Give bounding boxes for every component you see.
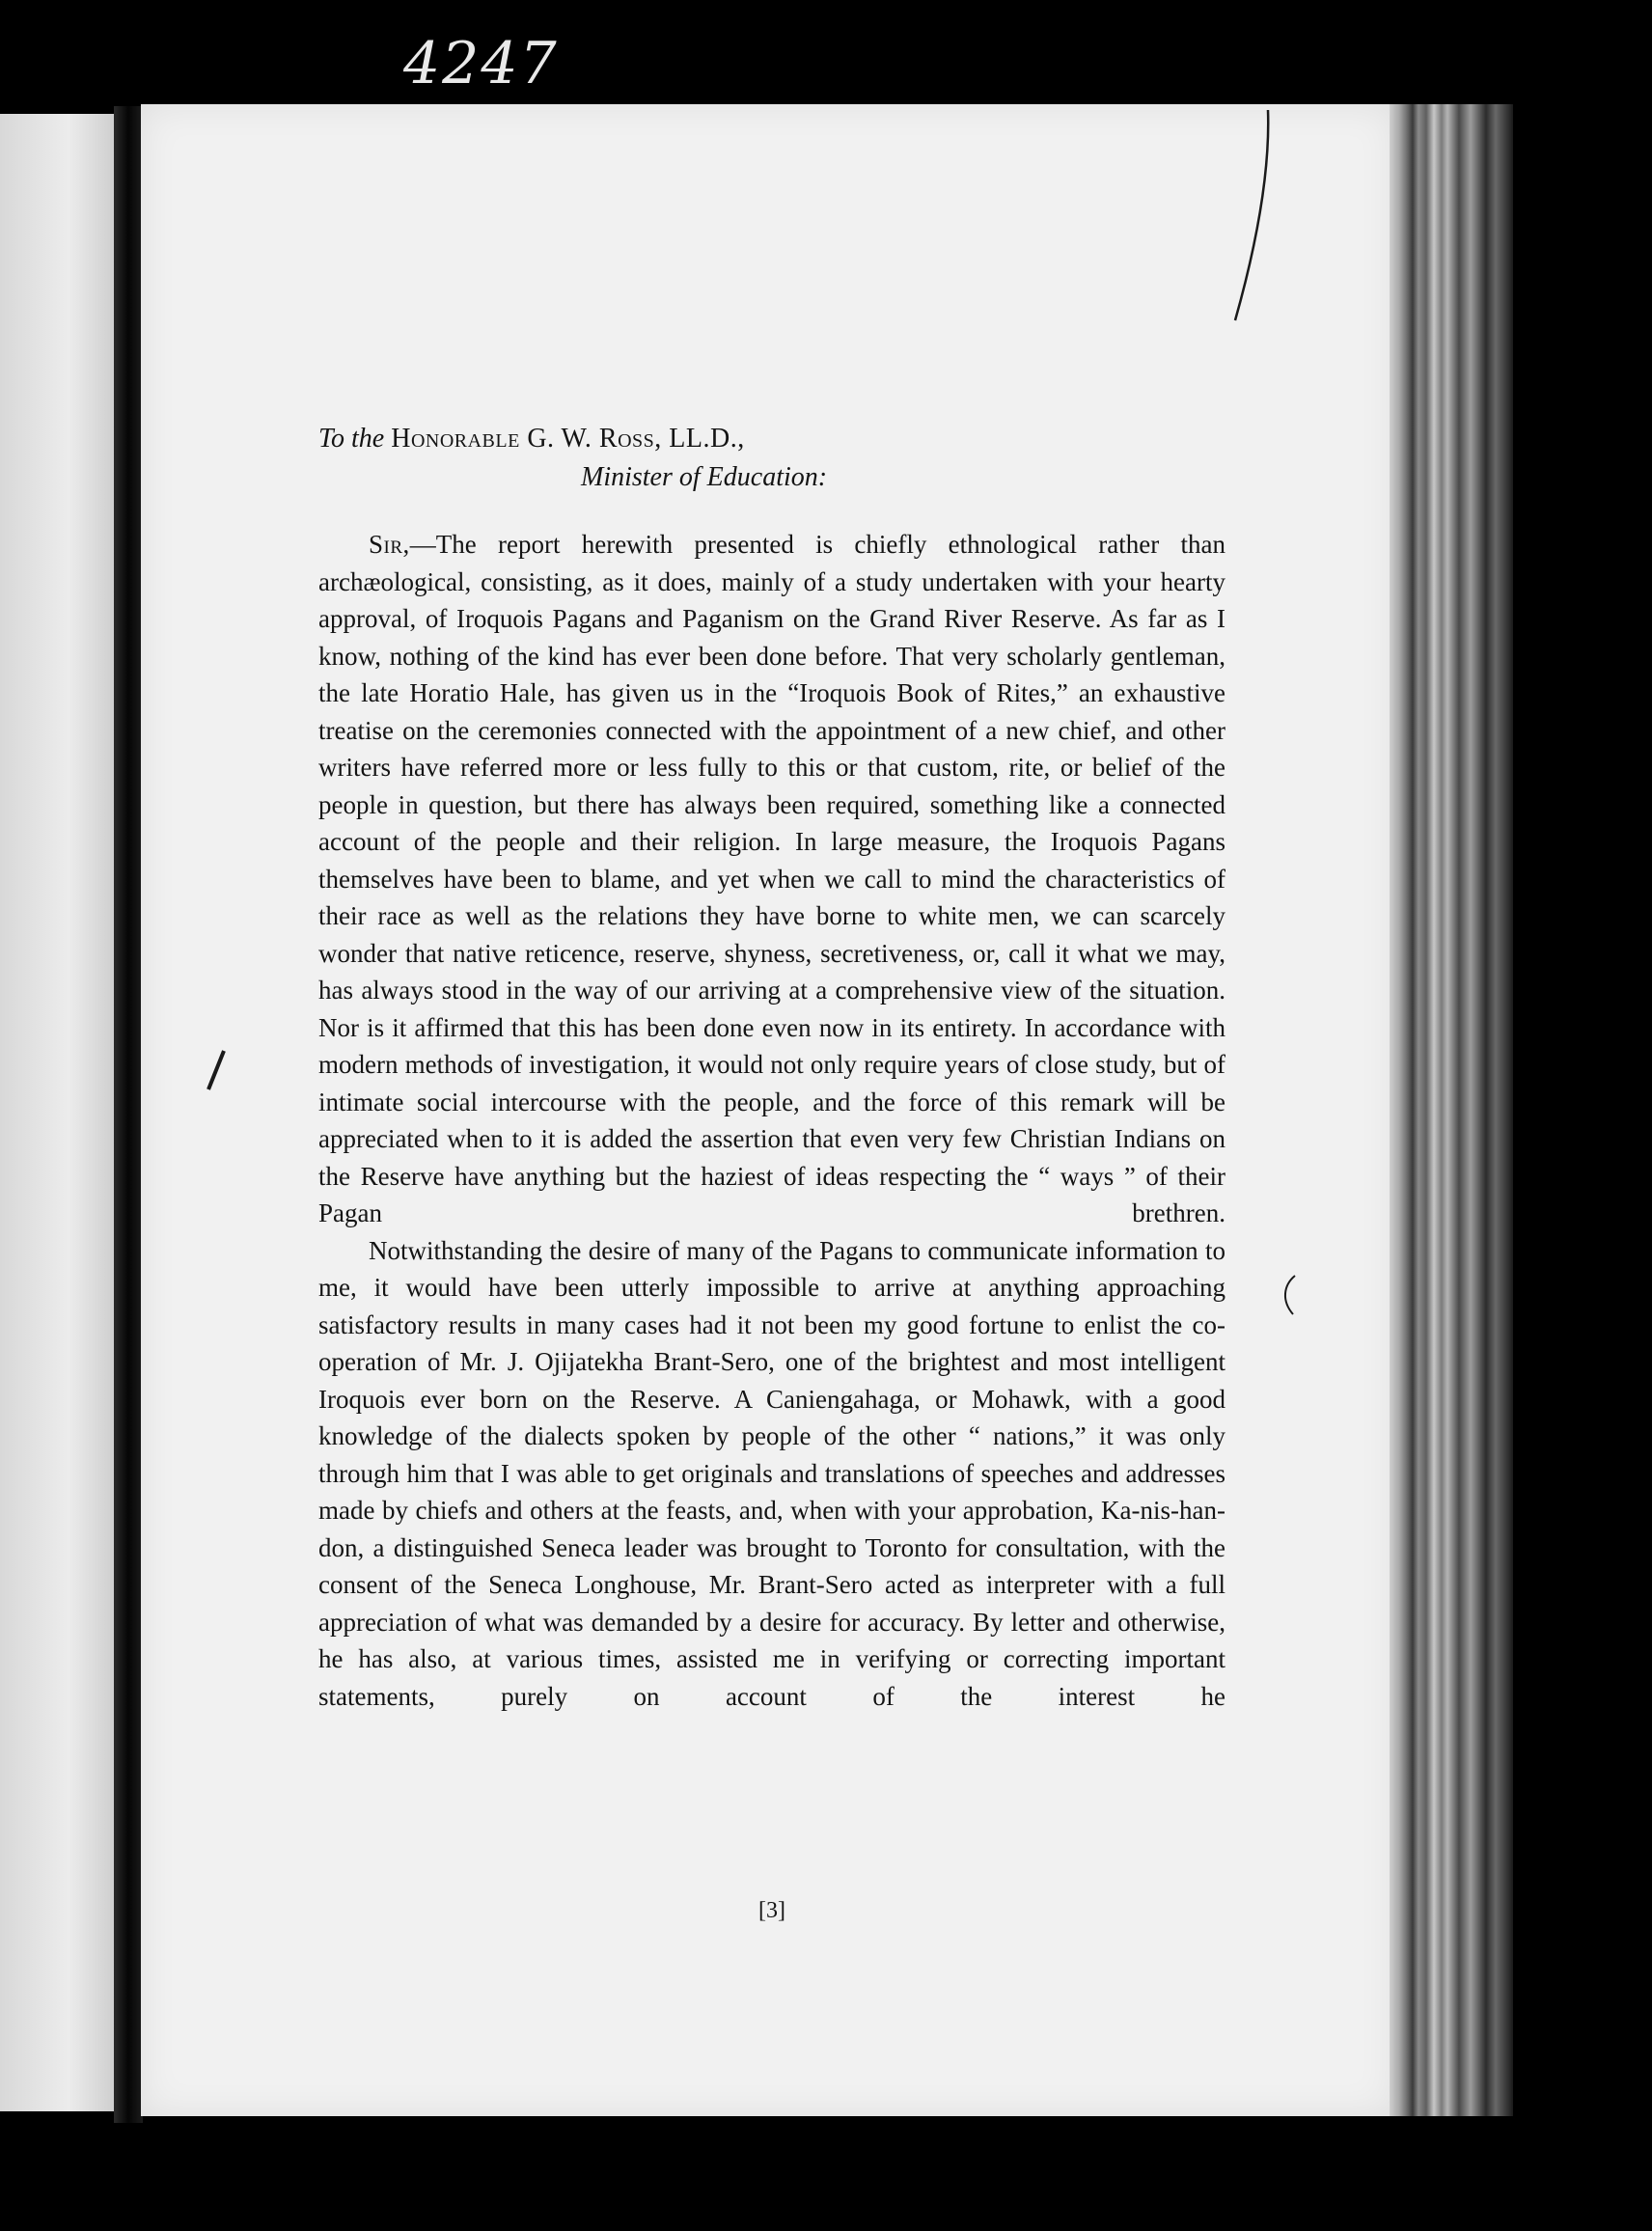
paragraph-1 bbox=[318, 526, 1225, 1232]
salutation-to: To the bbox=[318, 424, 385, 454]
letter-body bbox=[318, 420, 1225, 1923]
paragraph-1-text: —The report herewith presented is chiefly ethnological rather than archæological, consisting, as it does, mainly of a study undertaken with your hearty approval, of Iroquois Pagans and Paganism on the Grand River Reserve. As far as I know, nothing of the kind has ever been done before. That very scholarly gentleman, the late Horatio Hale, has given us in the “Iroquois Book of Rites,” an exhaustive treatise on the ceremonies connected with the appointment of a new chief, and other writers have referred more or less fully to this or that custom, rite, or belief of the people in question, but there has always been required, something like a connected account of the people and their religion. In large measure, the Iroquois Pagans themselves have been to blame, and yet when we call to mind the characteristics of their race as well as the relations they have borne to white men, we can scarcely wonder that native reticence, reserve, shyness, secretiveness, or, call it what we may, has always stood in the way of our arriving at a comprehensive view of the situation. Nor is it affirmed that this has been done even now in its entirety. In accordance with modern methods of investigation, it would not only require years of close study, but of intimate social intercourse with the people, and the force of this remark will be appreciated when to it is added the assertion that even very few Christian Indians on the Reserve have anything but the haziest of ideas respecting the “ ways ” of their Pagan brethren. bbox=[318, 530, 1225, 1227]
book-gutter bbox=[114, 106, 143, 2123]
page-edge-stack bbox=[1390, 104, 1513, 2116]
letter-opening: Sir, bbox=[369, 530, 410, 559]
salutation-addressee: Honorable G. W. Ross, LL.D., bbox=[391, 424, 745, 454]
previous-page-edge bbox=[0, 114, 114, 2111]
handwritten-accession-number: 4247 bbox=[403, 30, 559, 97]
page-number: [3] bbox=[758, 1898, 785, 1923]
salutation-title: Minister of Education: bbox=[581, 462, 828, 492]
salutation-line bbox=[318, 420, 1225, 458]
paragraph-2: Notwithstanding the desire of many of the Pagans to communicate information to me, it would have been utterly impossible to arrive at anything approaching satisfactory results in many cases had it not been my good fortune to enlist the co-operation of Mr. J. Ojijatekha Brant-Sero, one of the brightest and most intelligent Iroquois ever born on the Reserve. A Caniengahaga, or Mohawk, with a good knowledge of the dialects spoken by people of the other “ nations,” it was only through him that I was able to get originals and translations of speeches and addresses made by chiefs and others at the feasts, and, when with your approbation, Ka-nis-han-don, a distinguished Seneca leader was brought to Toronto for consultation, with the consent of the Seneca Longhouse, Mr. Brant-Sero acted as interpreter with a full appreciation of what was demanded by a desire for accuracy. By letter and otherwise, he has also, at various times, assisted me in verifying or correcting important statements, purely on account of the interest he bbox=[318, 1235, 1225, 1711]
